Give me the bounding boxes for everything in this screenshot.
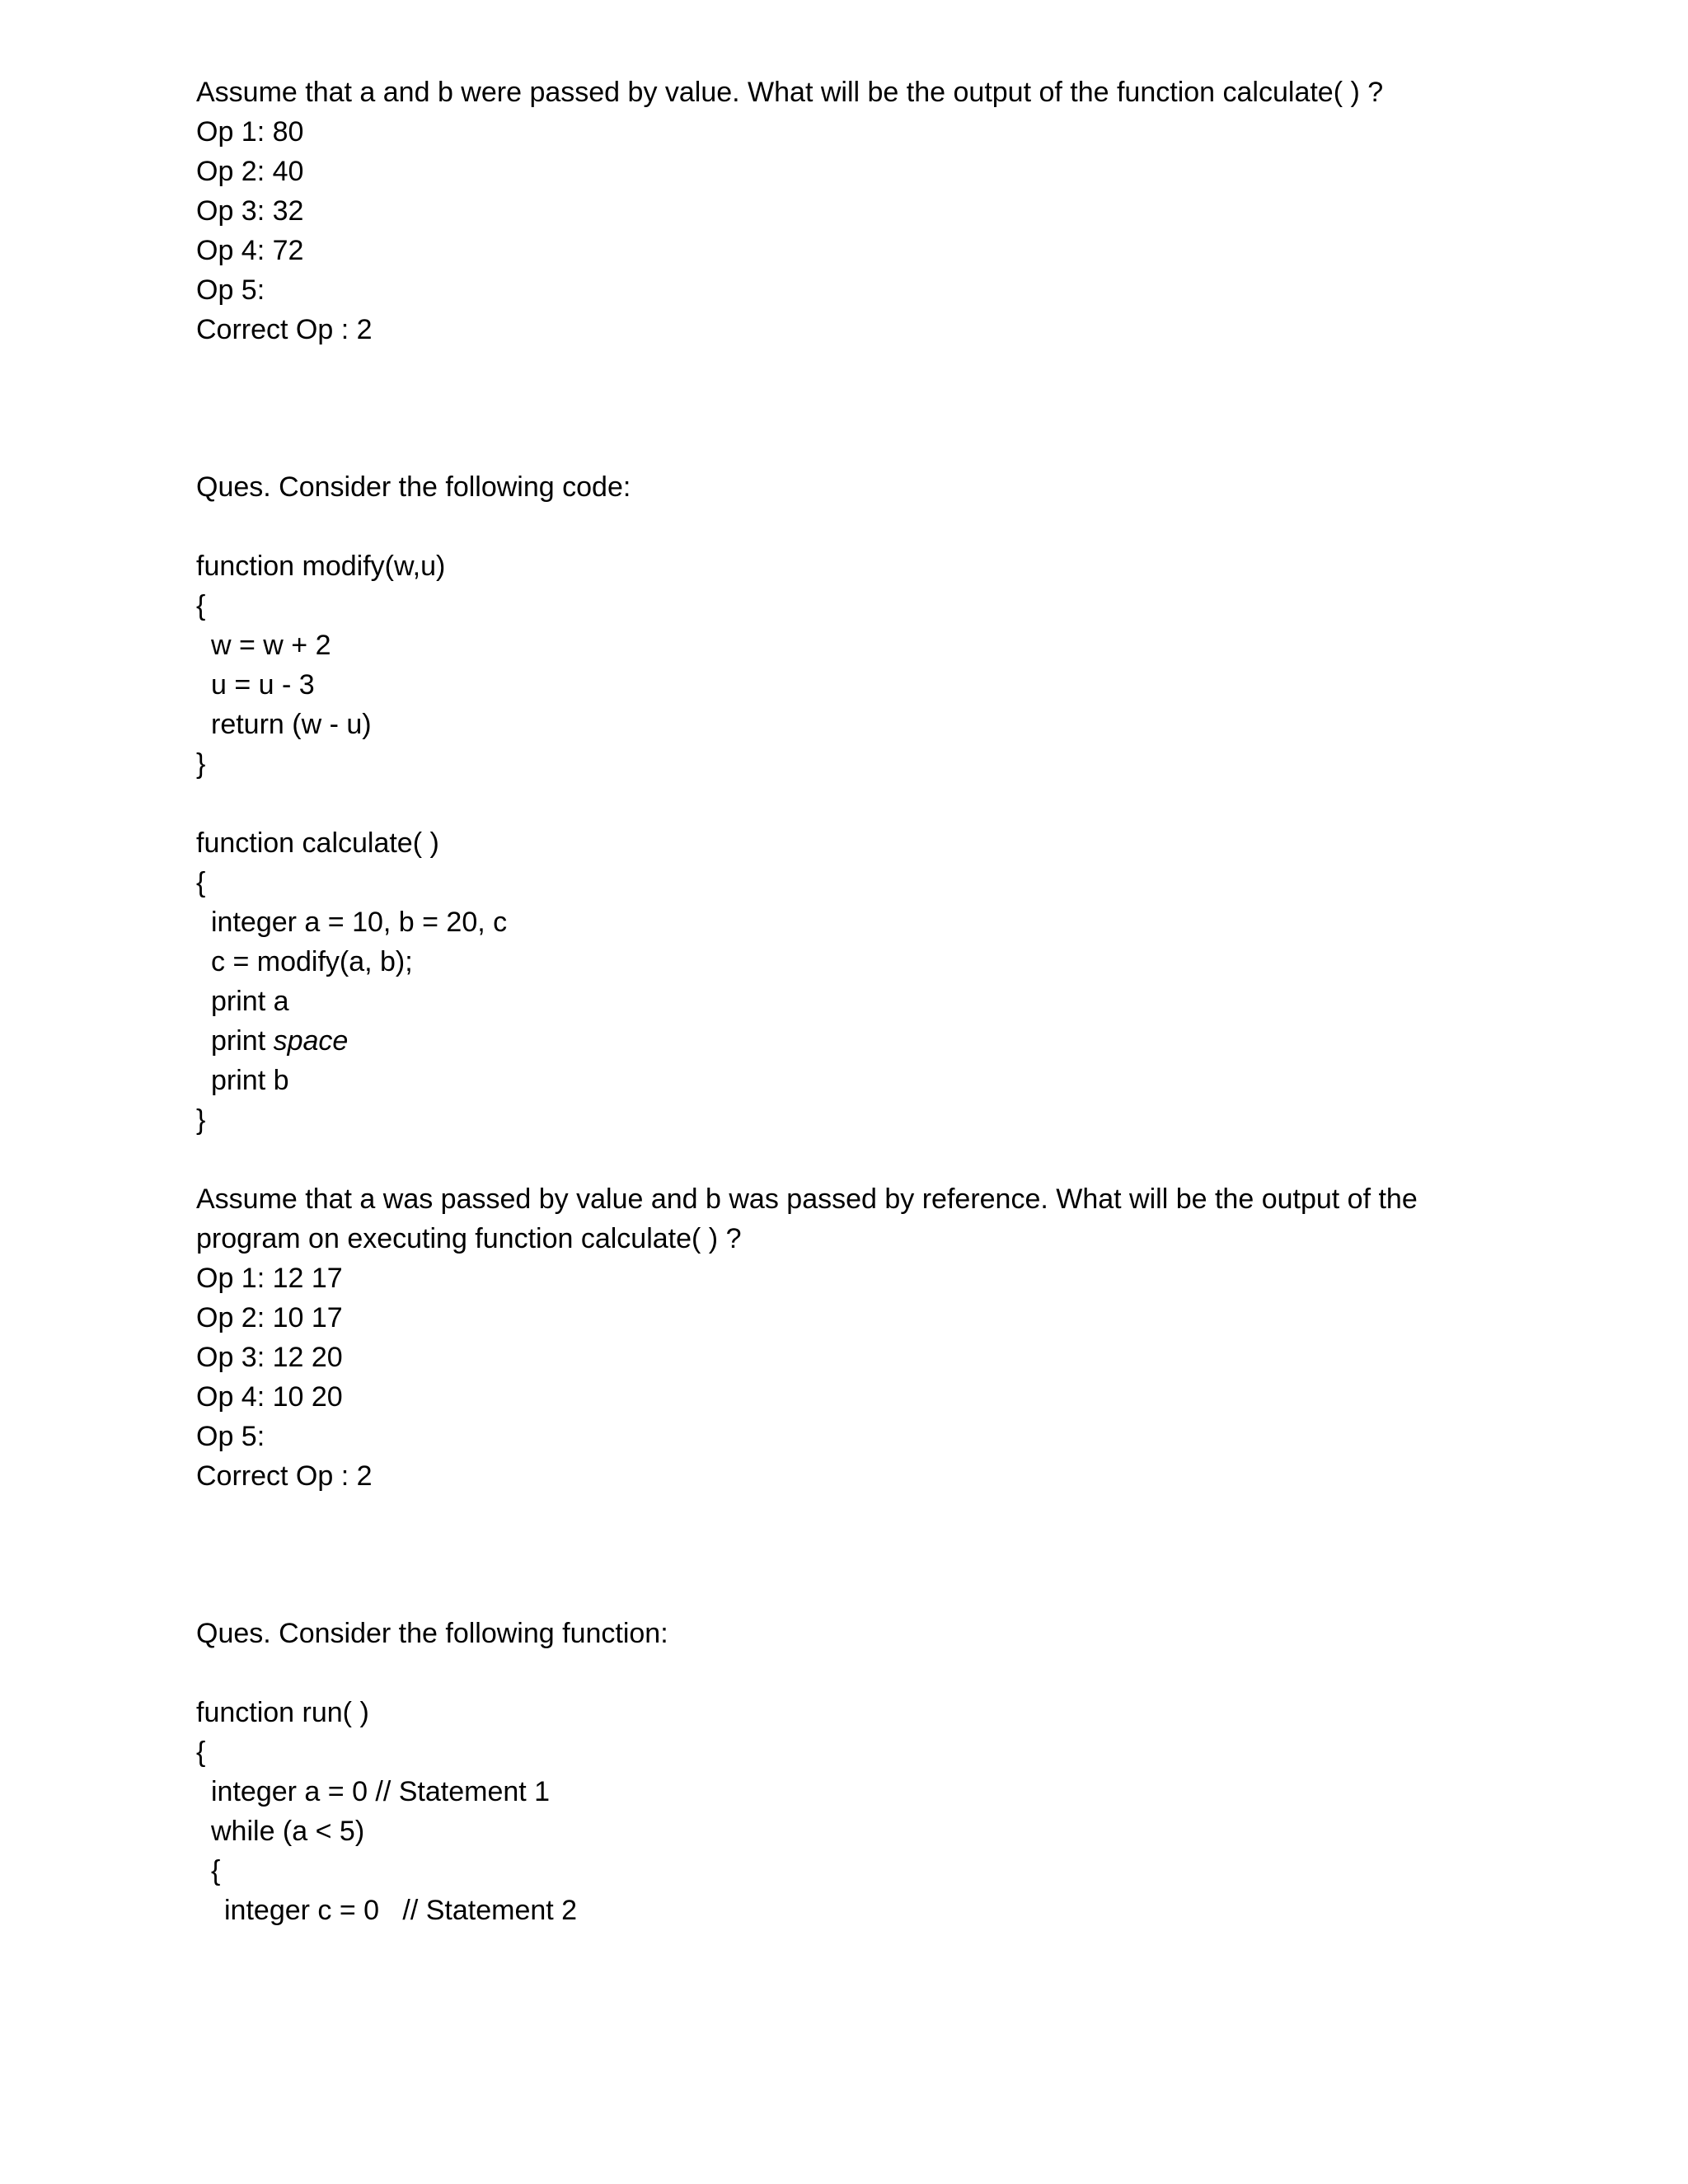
- correct-option: Correct Op : 2: [196, 1460, 373, 1492]
- code-line: c = modify(a, b);: [211, 946, 413, 977]
- code-line: function modify(w,u): [196, 551, 446, 582]
- code-line: w = w + 2: [211, 630, 331, 661]
- code-line: print b: [211, 1065, 289, 1096]
- option-1: Op 1: 80: [196, 116, 304, 148]
- code-line: u = u - 3: [211, 669, 315, 701]
- code-line: {: [211, 1855, 221, 1886]
- code-line: {: [196, 590, 206, 621]
- question-text: Assume that a was passed by value and b was passed by reference. What will be the output of the: [196, 1183, 1418, 1215]
- option-5: Op 5:: [196, 1421, 265, 1452]
- option-4: Op 4: 72: [196, 235, 304, 266]
- correct-option: Correct Op : 2: [196, 314, 373, 345]
- print-keyword: print: [211, 1025, 274, 1057]
- code-line: integer c = 0 // Statement 2: [224, 1895, 578, 1926]
- code-line: print a: [211, 986, 289, 1017]
- option-3: Op 3: 12 20: [196, 1342, 343, 1373]
- space-word: space: [273, 1025, 349, 1057]
- code-line: }: [196, 748, 206, 780]
- question-heading: Ques. Consider the following code:: [196, 471, 631, 503]
- option-3: Op 3: 32: [196, 195, 304, 227]
- question-heading: Ques. Consider the following function:: [196, 1618, 668, 1649]
- code-line: integer a = 10, b = 20, c: [211, 907, 508, 938]
- code-line: [211, 1024, 348, 1057]
- code-line: {: [196, 1736, 206, 1768]
- code-line: }: [196, 1104, 206, 1136]
- code-line: while (a < 5): [211, 1816, 365, 1847]
- question-text: program on executing function calculate( ) ?: [196, 1223, 742, 1254]
- code-line: integer a = 0 // Statement 1: [211, 1776, 551, 1807]
- code-line: {: [196, 867, 206, 898]
- option-4: Op 4: 10 20: [196, 1381, 343, 1413]
- code-line: function run( ): [196, 1697, 369, 1728]
- question-text: Assume that a and b were passed by value. What will be the output of the function calculate( ) ?: [196, 77, 1384, 108]
- option-1: Op 1: 12 17: [196, 1263, 343, 1294]
- code-line: function calculate( ): [196, 827, 439, 859]
- option-2: Op 2: 40: [196, 156, 304, 187]
- code-line: return (w - u): [211, 709, 372, 740]
- option-2: Op 2: 10 17: [196, 1302, 343, 1333]
- option-5: Op 5:: [196, 274, 265, 306]
